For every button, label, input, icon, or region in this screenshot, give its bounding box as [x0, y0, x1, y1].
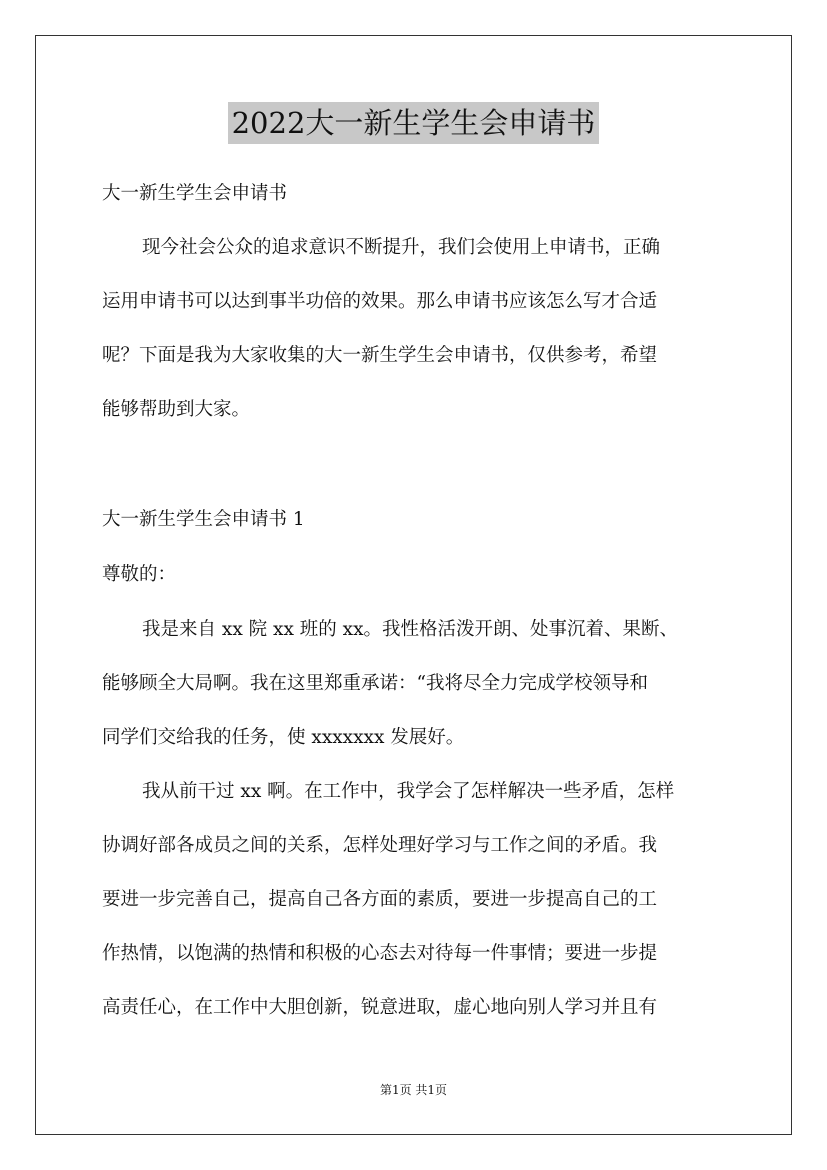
document-title: 2022大一新生学生会申请书 [228, 102, 600, 144]
paragraph-line: 作热情，以饱满的热情和积极的心态去对待每一件事情；要进一步提 [102, 943, 658, 964]
paragraph-line: 呢？下面是我为大家收集的大一新生学生会申请书，仅供参考，希望 [102, 345, 658, 366]
paragraph-line: 要进一步完善自己，提高自己各方面的素质，要进一步提高自己的工 [102, 889, 658, 910]
salutation-line: 尊敬的： [102, 564, 177, 585]
title-wrap [0, 102, 827, 144]
paragraph-line: 高责任心，在工作中大胆创新，锐意进取，虚心地向别人学习并且有 [102, 997, 658, 1018]
paragraph-line: 现今社会公众的追求意识不断提升，我们会使用上申请书，正确 [142, 237, 661, 258]
section-heading: 大一新生学生会申请书 1 [102, 509, 305, 530]
paragraph-line: 能够顾全大局啊。我在这里郑重承诺：“我将尽全力完成学校领导和 [102, 673, 648, 694]
paragraph-line: 我是来自 xx 院 xx 班的 xx。我性格活泼开朗、处事沉着、果断、 [142, 619, 679, 640]
paragraph-line: 能够帮助到大家。 [102, 399, 251, 420]
page-footer: 第1页 共1页 [379, 1083, 448, 1097]
paragraph-line: 我从前干过 xx 啊。在工作中，我学会了怎样解决一些矛盾，怎样 [142, 781, 675, 802]
paragraph-line: 同学们交给我的任务，使 xxxxxxx 发展好。 [102, 727, 465, 748]
paragraph-line: 协调好部各成员之间的关系，怎样处理好学习与工作之间的矛盾。我 [102, 835, 658, 856]
paragraph-line: 运用申请书可以达到事半功倍的效果。那么申请书应该怎么写才合适 [102, 291, 658, 312]
subtitle-line: 大一新生学生会申请书 [102, 183, 288, 204]
